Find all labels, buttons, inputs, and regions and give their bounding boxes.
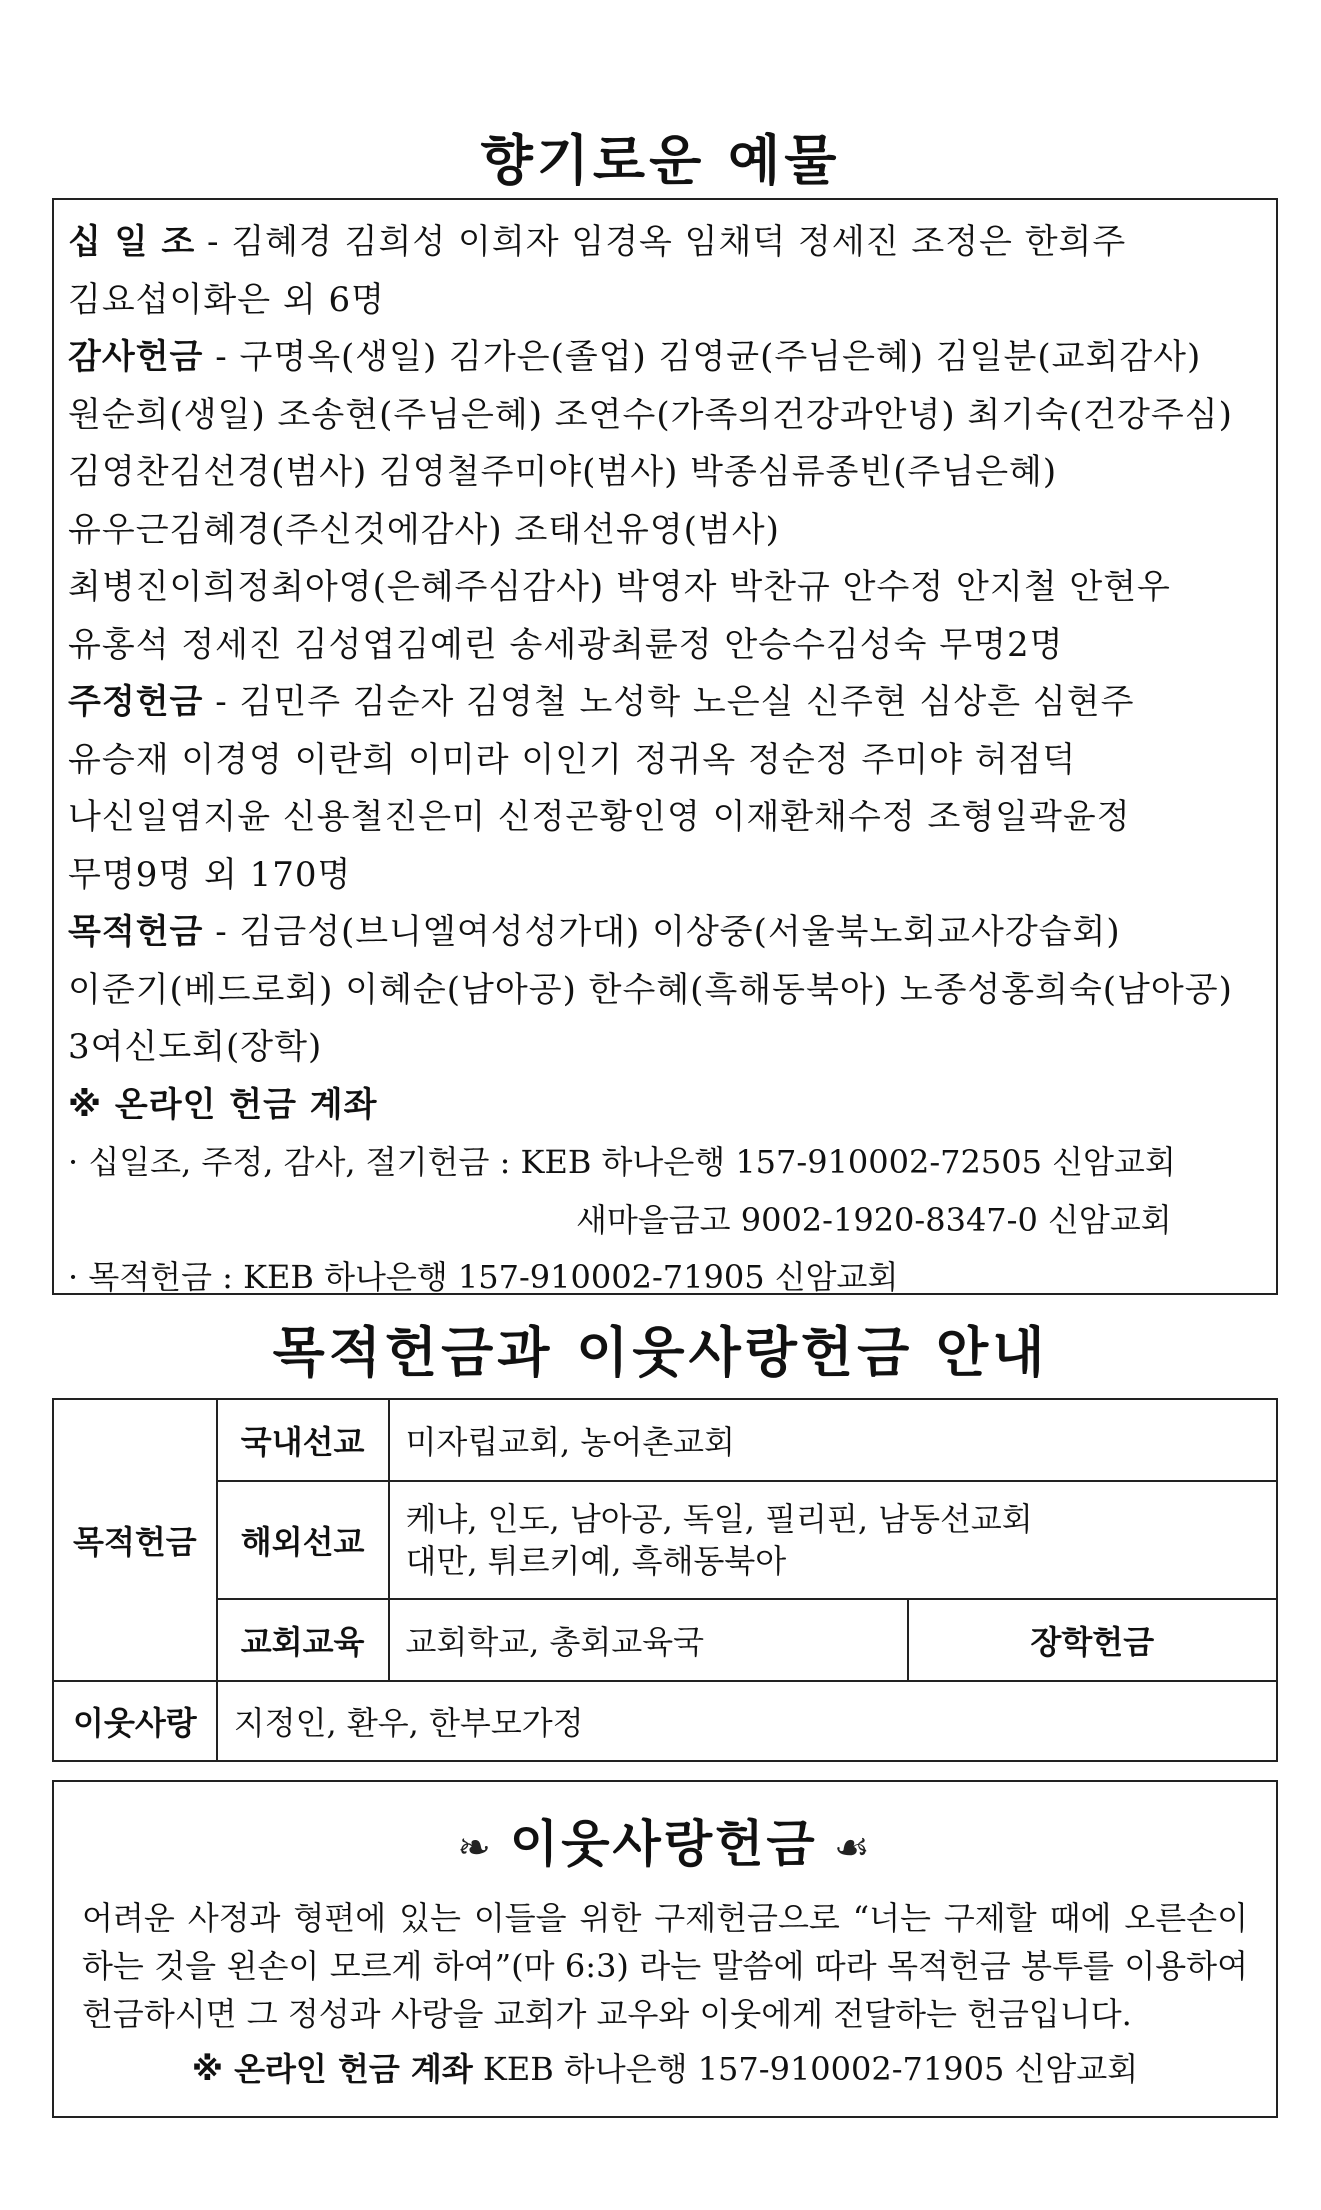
neighbor-love-box bbox=[52, 1780, 1278, 2118]
tithe-names: 김혜경 김희성 이희자 임경옥 임채덕 정세진 조정은 한희주 bbox=[231, 222, 1127, 262]
tithe-label: 십 일 조 bbox=[68, 222, 196, 262]
table-row bbox=[53, 1399, 1277, 1481]
weekly-line-2: 유승재 이경영 이란희 이미라 이인기 정귀옥 정순정 주미야 허점덕 bbox=[68, 739, 1077, 780]
tithe-line-2: 김요섭이화은 외 6명 bbox=[68, 279, 385, 320]
offerings-box bbox=[52, 198, 1278, 1295]
neighbor-online-label: ※ 온라인 헌금 계좌 bbox=[191, 2050, 473, 2088]
neighbor-love-title: 이웃사랑헌금 bbox=[509, 1815, 818, 1873]
thanks-line-4: 유우근김혜경(주신것에감사) 조태선유영(범사) bbox=[68, 509, 780, 550]
thanks-line-1: 감사헌금 - 구명옥(생일) 김가은(졸업) 김영균(주님은혜) 김일분(교회감사) bbox=[68, 337, 1202, 377]
purpose-header-cell: 목적헌금 bbox=[53, 1399, 217, 1681]
overseas-label-cell: 해외선교 bbox=[217, 1481, 389, 1599]
table-row bbox=[53, 1481, 1277, 1599]
online-row-3 bbox=[68, 1249, 1262, 1307]
right-ornament-icon: ☙ bbox=[833, 1824, 873, 1871]
domestic-value-cell: 미자립교회, 농어촌교회 bbox=[389, 1399, 1278, 1481]
neighbor-love-heading bbox=[82, 1804, 1248, 1876]
guide-title: 목적헌금과 이웃사랑헌금 안내 bbox=[272, 1321, 1049, 1384]
online-row3-label: · 목적헌금 : bbox=[68, 1258, 233, 1296]
neighbor-value-cell: 지정인, 환우, 한부모가정 bbox=[217, 1681, 1277, 1761]
online-row1-account: KEB 하나은행 157-910002-72505 신암교회 bbox=[520, 1143, 1176, 1181]
online-row-1 bbox=[68, 1134, 1262, 1192]
left-ornament-icon: ❧ bbox=[457, 1824, 494, 1871]
online-row1-label: · 십일조, 주정, 감사, 절기헌금 : bbox=[68, 1143, 511, 1181]
thanks-line-5: 최병진이희정최아영(은혜주심감사) 박영자 박찬규 안수정 안지철 안현우 bbox=[68, 567, 1171, 607]
neighbor-label-cell: 이웃사랑 bbox=[53, 1681, 217, 1761]
edu-value-cell: 교회학교, 총회교육국 bbox=[389, 1599, 908, 1681]
offering-guide-table bbox=[52, 1398, 1278, 1762]
weekly-names: 김민주 김순자 김영철 노성학 노은실 신주현 심상흔 심현주 bbox=[239, 682, 1135, 722]
weekly-line-4: 무명9명 외 170명 bbox=[68, 854, 352, 895]
online-heading: ※ 온라인 헌금 계좌 bbox=[68, 1084, 378, 1125]
table-row bbox=[53, 1681, 1277, 1761]
table-row bbox=[53, 1599, 1277, 1681]
neighbor-love-description: 어려운 사정과 형편에 있는 이들을 위한 구제헌금으로 “너는 구제할 때에 오른손이 하는 것을 왼손이 모르게 하여”(마 6:3) 라는 말씀에 따라 목적헌금 봉투를 이용하여 헌금하시면 그 정성과 사랑을 교회가 교우와 이웃에게 전달하는 헌금입니다. bbox=[82, 1899, 1248, 2033]
domestic-label-cell: 국내선교 bbox=[217, 1399, 389, 1481]
overseas-value-cell bbox=[389, 1481, 1278, 1599]
neighbor-online-account: KEB 하나은행 157-910002-71905 신암교회 bbox=[482, 2050, 1139, 2088]
weekly-label: 주정헌금 bbox=[68, 682, 204, 722]
weekly-line-1: 주정헌금 - 김민주 김순자 김영철 노성학 노은실 신주현 심상흔 심현주 bbox=[68, 682, 1135, 722]
thanks-names: 구명옥(생일) 김가은(졸업) 김영균(주님은혜) 김일분(교회감사) bbox=[239, 337, 1202, 377]
purpose-line-3: 3여신도회(장학) bbox=[68, 1027, 323, 1067]
purpose-names: 김금성(브니엘여성성가대) 이상중(서울북노회교사강습회) bbox=[239, 912, 1121, 952]
purpose-line-1: 목적헌금 - 김금성(브니엘여성성가대) 이상중(서울북노회교사강습회) bbox=[68, 912, 1121, 952]
thanks-line-3: 김영찬김선경(범사) 김영철주미야(범사) 박종심류종빈(주님은혜) bbox=[68, 452, 1058, 492]
tithe-line-1: 십 일 조 - 김혜경 김희성 이희자 임경옥 임채덕 정세진 조정은 한희주 bbox=[68, 222, 1127, 262]
online-row3-account: KEB 하나은행 157-910002-71905 신암교회 bbox=[243, 1258, 899, 1296]
thanks-line-6: 유홍석 정세진 김성엽김예린 송세광최륜정 안승수김성숙 무명2명 bbox=[68, 624, 1064, 665]
overseas-line-1: 케냐, 인도, 남아공, 독일, 필리핀, 남동선교회 bbox=[405, 1500, 1033, 1538]
online-row-2: 새마을금고 9002-1920-8347-0 신암교회 bbox=[576, 1200, 1172, 1239]
thanks-label: 감사헌금 bbox=[68, 337, 204, 377]
page-title: 향기로운 예물 bbox=[480, 129, 841, 192]
purpose-label: 목적헌금 bbox=[68, 912, 204, 952]
weekly-line-3: 나신일염지윤 신용철진은미 신정곤황인영 이재환채수정 조형일곽윤정 bbox=[68, 797, 1131, 837]
thanks-line-2: 원순희(생일) 조송현(주님은혜) 조연수(가족의건강과안녕) 최기숙(건강주심) bbox=[68, 394, 1233, 435]
scholarship-cell: 장학헌금 bbox=[908, 1599, 1277, 1681]
purpose-line-2: 이준기(베드로회) 이혜순(남아공) 한수혜(흑해동북아) 노종성홍희숙(남아공) bbox=[68, 969, 1233, 1010]
neighbor-love-online-account bbox=[82, 2044, 1248, 2090]
overseas-line-2: 대만, 튀르키예, 흑해동북아 bbox=[405, 1542, 787, 1580]
edu-label-cell: 교회교육 bbox=[217, 1599, 389, 1681]
